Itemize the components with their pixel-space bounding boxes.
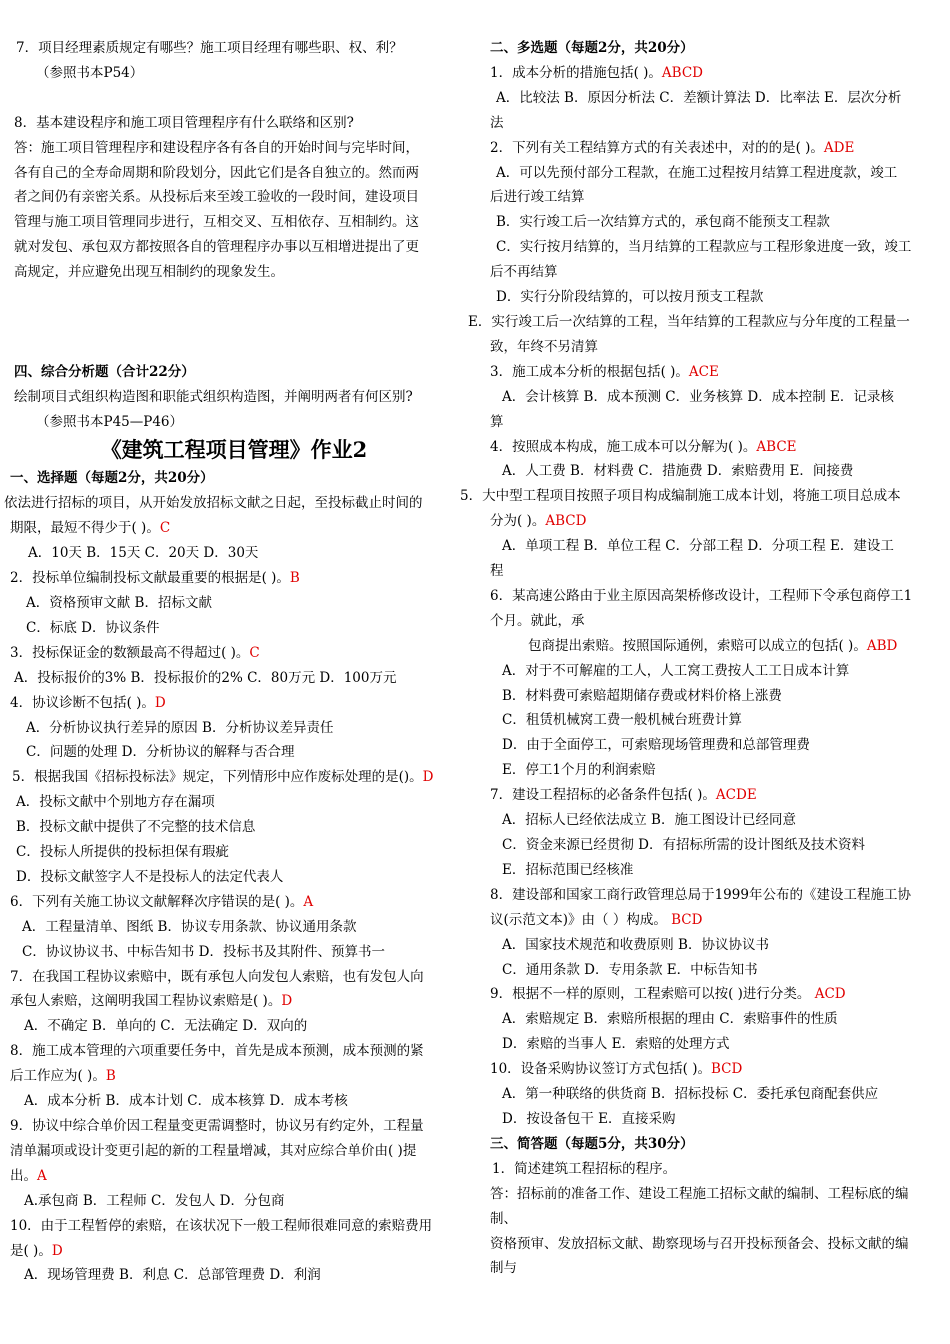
line-text: A．投标文献中个别地方存在漏项: [16, 794, 215, 811]
line-text: A．第一种联络的供货商 B．招标投标 C．委托承包商配套供应: [502, 1086, 879, 1103]
line-text: 资格预审、发放招标文献、勘察现场与召开投标预备会、投标文献的编: [490, 1235, 909, 1252]
line-text: 1．成本分析的措施包括( )。: [490, 64, 662, 81]
text-line: [486, 235, 938, 260]
line-text: 2．投标单位编制投标文献最重要的根据是( )。: [10, 570, 290, 587]
line-text: D．按设备包干 E．直接采购: [502, 1110, 676, 1127]
line-text: 算: [490, 413, 504, 430]
text-line: [486, 1232, 938, 1257]
line-text: 制与: [490, 1260, 517, 1277]
line-text: 绘制项目式组织构造图和职能式组织构造图，并阐明两者有何区别?: [14, 388, 413, 405]
line-text: C．投标人所提供的投标担保有瑕疵: [16, 844, 229, 861]
text-line: [8, 566, 460, 591]
text-line: [486, 1107, 938, 1132]
text-line: [8, 385, 460, 410]
line-text: 后工作应为( )。: [10, 1068, 106, 1085]
line-text: 5．大中型工程项目按照子项目构成编制施工成本计划，将施工项目总成本: [460, 488, 901, 505]
text-line: [8, 865, 460, 890]
answer-key: ADE: [823, 139, 855, 156]
line-text: 6．下列有关施工协议文献解释次序错误的是( )。: [10, 893, 304, 910]
answer-key: ABCE: [756, 438, 797, 455]
text-line: [486, 758, 938, 783]
text-line: [8, 641, 460, 666]
line-text: B．投标文献中提供了不完整的技术信息: [16, 819, 256, 836]
line-text: 8．建设部和国家工商行政管理总局于1999年公布的《建设工程施工协: [490, 886, 911, 903]
text-line: [468, 310, 938, 335]
line-text: 后进行竣工结算: [490, 189, 585, 206]
text-line: [8, 915, 460, 940]
answer-key: D: [51, 1242, 63, 1259]
line-text: A．比较法 B．原因分析法 C．差额计算法 D．比率法 E．层次分析: [496, 89, 902, 106]
text-line: [8, 765, 460, 790]
line-text: 后不再结算: [490, 264, 558, 281]
line-text: 个月。就此，承: [490, 612, 585, 629]
line-text: 二、多选题（每题2分，共20分）: [490, 40, 694, 56]
line-text: 高规定，并应避免出现互相制约的现象发生。: [14, 264, 284, 281]
answer-key: ACD: [814, 986, 846, 1003]
text-line: [486, 584, 938, 609]
text-line: [8, 1014, 460, 1039]
line-text: A．对于不可解雇的工人，人工窝工费按人工工日成本计算: [502, 662, 850, 679]
text-line: [486, 1057, 938, 1082]
line-text: C．通用条款 D．专用条款 E．中标告知书: [502, 961, 758, 978]
text-line: [8, 989, 460, 1014]
text-line: [486, 1032, 938, 1057]
text-line: [486, 260, 938, 285]
text-line: [486, 659, 938, 684]
text-line: [8, 840, 460, 865]
text-line: [486, 1207, 938, 1232]
answer-key: A: [37, 1167, 47, 1184]
line-text: 四、综合分析题（合计22分）: [14, 363, 195, 380]
line-text: A．工程量清单、图纸 B．协议专用条款、协议通用条款: [22, 918, 357, 935]
line-text: 7．项目经理素质规定有哪些？施工项目经理有哪些职、权、利？: [16, 40, 403, 56]
spacer: [8, 86, 460, 111]
answer-key: B: [105, 1068, 116, 1085]
line-text: 期限，最短不得少于( )。: [10, 520, 160, 537]
line-text: A．成本分析 B．成本计划 C．成本核算 D．成本考核: [24, 1093, 348, 1110]
line-text: 8．施工成本管理的六项重要任务中，首先是成本预测，成本预测的紧: [10, 1043, 424, 1060]
text-line: [8, 36, 460, 61]
line-text: 9．协议中综合单价因工程量变更需调整时，协议另有约定外，工程量: [10, 1118, 424, 1135]
text-line: [486, 509, 938, 534]
text-line: [486, 185, 938, 210]
text-line: [486, 285, 938, 310]
line-text: C．实行按月结算的，当月结算的工程款应与工程形象进度一致，竣工: [496, 239, 912, 256]
line-text: 分为( )。: [490, 513, 546, 530]
text-line: [8, 1164, 460, 1189]
text-line: [8, 1239, 460, 1264]
line-text: 制、: [490, 1210, 517, 1227]
answer-key: D: [422, 769, 434, 786]
text-line: [8, 1139, 460, 1164]
answer-key: ACDE: [715, 787, 757, 804]
left-column: [4, 36, 460, 1288]
text-line: [486, 908, 938, 933]
line-text: 是( )。: [10, 1242, 52, 1259]
line-text: A．不确定 B．单向的 C．无法确定 D．双向的: [24, 1018, 308, 1035]
text-line: [8, 691, 460, 716]
line-text: 答：招标前的准备工作、建设工程施工招标文献的编制、工程标底的编: [490, 1185, 909, 1202]
text-line: [8, 111, 460, 136]
line-text: A．索赔规定 B．索赔所根据的理由 C．索赔事件的性质: [502, 1011, 838, 1028]
answer-key: ABD: [866, 637, 898, 654]
text-line: [8, 136, 460, 161]
line-text: B．实行竣工后一次结算方式的，承包商不能预支工程款: [496, 214, 830, 231]
line-text: 承包人索赔，这阐明我国工程协议索赔是( )。: [10, 993, 282, 1010]
text-line: [486, 1256, 938, 1281]
answer-key: ABCD: [545, 513, 587, 530]
line-text: A．国家技术规范和收费原则 B．协议协议书: [502, 936, 769, 953]
line-text: （参照书本P45—P46）: [36, 413, 184, 430]
text-line: [486, 783, 938, 808]
text-line: [486, 733, 938, 758]
line-text: 2．下列有关工程结算方式的有关表述中，对的的是( )。: [490, 139, 824, 156]
text-line: [486, 360, 938, 385]
text-line: [486, 982, 938, 1007]
line-text: 依法进行招标的项目，从开始发放招标文献之日起，至投标截止时间的: [4, 495, 423, 512]
text-line: [8, 1214, 460, 1239]
text-line: [486, 1007, 938, 1032]
line-text: A．资格预审文献 B．招标文献: [26, 594, 212, 611]
text-line: [486, 858, 938, 883]
line-text: 4．按照成本构成，施工成本可以分解为( )。: [490, 438, 757, 455]
answer-key: D: [154, 694, 166, 711]
text-line: [8, 591, 460, 616]
line-text: 7．建设工程招标的必备条件包括( )。: [490, 787, 716, 804]
text-line: [486, 883, 938, 908]
text-line: [8, 965, 460, 990]
text-line: [4, 491, 460, 516]
text-line: [486, 435, 938, 460]
text-line: [8, 541, 460, 566]
text-line: [486, 833, 938, 858]
line-text: 管理与施工项目管理同步进行，互相交叉、互相依存、互相制约。这: [14, 214, 419, 231]
text-line: [486, 684, 938, 709]
text-line: [486, 559, 938, 584]
text-line: [486, 1182, 938, 1207]
document-title: 《建筑工程项目管理》作业2: [100, 437, 368, 463]
text-line: [8, 260, 460, 285]
section-heading: [8, 466, 460, 491]
text-line: [486, 210, 938, 235]
line-text: 8．基本建设程序和施工项目管理程序有什么联络和区别?: [14, 114, 354, 131]
text-line: [460, 484, 938, 509]
text-line: [486, 708, 938, 733]
answer-key: C: [159, 520, 171, 537]
line-text: C．协议协议书、中标告知书 D．投标书及其附件、预算书一: [22, 943, 385, 960]
text-line: [486, 634, 938, 659]
line-text: 一、选择题（每题2分，共20分）: [10, 470, 214, 487]
text-line: [8, 616, 460, 641]
text-line: [486, 459, 938, 484]
line-text: C．租赁机械窝工费一般机械台班费计算: [502, 712, 742, 729]
text-line: [8, 516, 460, 541]
line-text: 1．简述建筑工程招标的程序。: [492, 1160, 677, 1177]
line-text: D．由于全面停工，可索赔现场管理费和总部管理费: [502, 737, 810, 754]
line-text: 答：施工项目管理程序和建设程序各有各自的开始时间与完毕时间，: [14, 139, 419, 156]
text-line: [486, 136, 938, 161]
text-line: [8, 185, 460, 210]
answer-key: D: [281, 993, 293, 1010]
line-text: D．实行分阶段结算的，可以按月预支工程款: [496, 289, 764, 306]
line-text: B．材料费可索赔超期储存费或材料价格上涨费: [502, 687, 782, 704]
answer-key: BCD: [671, 911, 703, 928]
text-line: [8, 410, 460, 435]
line-text: （参照书本P54）: [36, 64, 144, 81]
line-text: A．10天 B．15天 C．20天 D．30天: [28, 545, 259, 562]
text-line: [8, 61, 460, 86]
text-line: [486, 609, 938, 634]
answer-key: A: [303, 893, 314, 910]
text-line: [8, 1089, 460, 1114]
line-text: E．实行竣工后一次结算的工程，当年结算的工程款应与分年度的工程量一: [468, 313, 910, 330]
line-text: A.承包商 B．工程师 C．发包人 D．分包商: [24, 1192, 285, 1209]
spacer: [8, 285, 460, 360]
line-text: 议(示范文本)》由（ ）构成。: [490, 911, 672, 928]
line-text: 致，年终不另清算: [490, 338, 598, 355]
text-line: [8, 1189, 460, 1214]
line-text: 5．根据我国《招标投标法》规定，下列情形中应作废标处理的是()。: [12, 769, 423, 786]
text-line: [8, 815, 460, 840]
line-text: E．招标范围已经核准: [502, 861, 634, 878]
text-line: [8, 740, 460, 765]
text-line: [486, 61, 938, 86]
line-text: C．资金来源已经贯彻 D．有招标所需的设计图纸及技术资料: [502, 837, 865, 853]
line-text: 就对发包、承包双方都按照各自的管理程序办事以互相增进提出了更: [14, 239, 419, 256]
line-text: A．人工费 B．材料费 C．措施费 D．索赔费用 E．间接费: [502, 463, 854, 480]
answer-key: C: [249, 644, 260, 661]
line-text: 各有自己的全寿命周期和阶段划分，因此它们是各自独立的。然而两: [14, 164, 419, 181]
text-line: [8, 790, 460, 815]
line-text: 9．根据不一样的原则，工程索赔可以按( )进行分类。: [490, 986, 815, 1003]
line-text: 包商提出索赔。按照国际通例，索赔可以成立的包括( )。: [528, 637, 867, 654]
line-text: 三、简答题（每题5分，共30分）: [490, 1135, 694, 1152]
line-text: A．可以先预付部分工程款，在施工过程按月结算工程进度款，竣工: [496, 164, 898, 181]
answer-key: ACE: [688, 363, 719, 380]
line-text: D．索赔的当事人 E．索赔的处理方式: [502, 1036, 730, 1053]
section-heading: [8, 360, 460, 385]
line-text: 3．施工成本分析的根据包括( )。: [490, 363, 689, 380]
text-line: [8, 666, 460, 691]
line-text: A．招标人已经依法成立 B．施工图设计已经同意: [502, 812, 796, 829]
section-heading: [486, 1132, 938, 1157]
line-text: A．分析协议执行差异的原因 B．分析协议差异责任: [26, 719, 334, 736]
line-text: C．标底 D．协议条件: [26, 619, 160, 636]
line-text: 3．投标保证金的数额最高不得超过( )。: [10, 644, 250, 661]
text-line: [486, 933, 938, 958]
text-line: [486, 808, 938, 833]
answer-key: BCD: [711, 1061, 743, 1078]
text-line: [8, 1039, 460, 1064]
text-line: [8, 161, 460, 186]
line-text: 7．在我国工程协议索赔中，既有承包人向发包人索赔，也有发包人向: [10, 968, 424, 985]
text-line: [486, 111, 938, 136]
answer-key: ABCD: [661, 64, 703, 81]
line-text: 者之间仍有亲密关系。从投标后来至竣工验收的一段时间，建设项目: [14, 189, 419, 206]
line-text: A．现场管理费 B．利息 C．总部管理费 D．利润: [24, 1267, 321, 1284]
line-text: 10．设备采购协议签订方式包括( )。: [490, 1061, 712, 1078]
line-text: C．问题的处理 D．分析协议的解释与否合理: [26, 744, 295, 761]
text-line: [486, 335, 938, 360]
text-line: [486, 410, 938, 435]
text-line: [486, 86, 938, 111]
text-line: [486, 534, 938, 559]
line-text: A．投标报价的3% B．投标报价的2% C．80万元 D．100万元: [14, 669, 397, 686]
line-text: A．会计核算 B．成本预测 C．业务核算 D．成本控制 E．记录核: [502, 388, 894, 405]
text-line: [486, 1082, 938, 1107]
answer-key: B: [289, 570, 300, 587]
text-line: [486, 958, 938, 983]
text-line: [8, 210, 460, 235]
text-line: [486, 161, 938, 186]
text-line: [8, 235, 460, 260]
text-line: [8, 716, 460, 741]
text-line: [8, 1263, 460, 1288]
line-text: D．投标文献签字人不是投标人的法定代表人: [16, 868, 284, 885]
text-line: [8, 890, 460, 915]
line-text: 程: [490, 563, 504, 580]
line-text: 4．协议诊断不包括( )。: [10, 694, 155, 711]
line-text: 6．某高速公路由于业主原因高架桥修改设计，工程师下令承包商停工1: [490, 587, 913, 604]
text-line: [486, 385, 938, 410]
line-text: 法: [490, 114, 504, 131]
line-text: E．停工1个月的利润索赔: [502, 762, 656, 779]
line-text: 清单漏项或设计变更引起的新的工程量增减，其对应综合单价由( )提: [10, 1142, 417, 1159]
line-text: 出。: [10, 1167, 37, 1184]
right-column: [460, 36, 938, 1281]
section-heading: [486, 36, 938, 61]
text-line: [486, 1157, 938, 1182]
line-text: A．单项工程 B．单位工程 C．分部工程 D．分项工程 E．建设工: [502, 538, 894, 555]
text-line: [8, 1114, 460, 1139]
text-line: [8, 940, 460, 965]
text-line: [8, 1064, 460, 1089]
line-text: 10．由于工程暂停的索赔，在该状况下一般工程师很难同意的索赔费用: [10, 1217, 433, 1234]
